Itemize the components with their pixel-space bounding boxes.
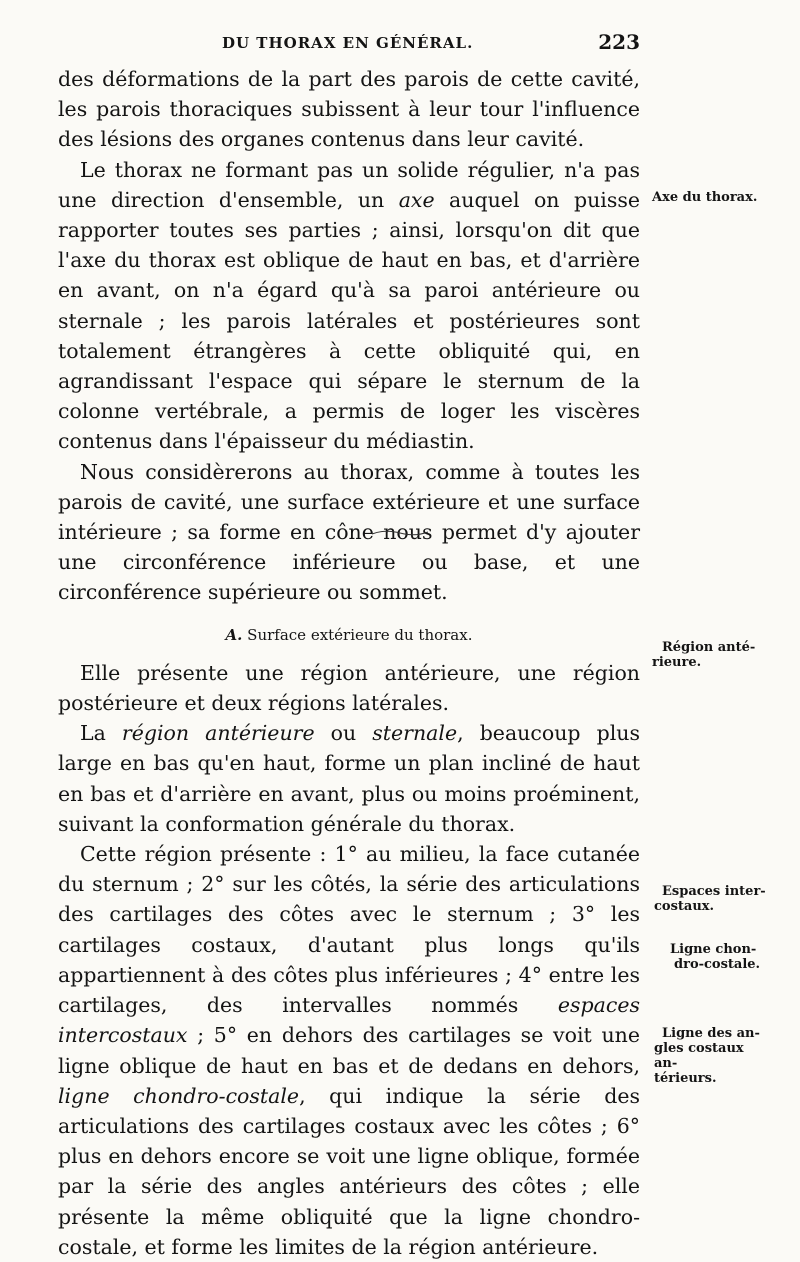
margin-line: térieurs. (654, 1071, 717, 1086)
text-run: auquel on puisse rapporter toutes ses parties ; ainsi, lorsqu'on dit que l'axe du thorax est oblique de haut en bas, et d'arrière en avant, on n'a égard qu'à sa paroi antérieure ou sternale ; les parois latérales et postérieures sont totalement étrangères à cette obliquité qui, en agrandissant l'espace qui sépare le sternum de la colonne vertébrale, a permis de loger les viscères contenus dans l'épaisseur du médiastin. (58, 187, 640, 454)
margin-line: costaux. (654, 899, 715, 914)
emphasis-espaces-intercostaux: espaces intercostaux (58, 993, 640, 1048)
margin-note-region-anterieure (652, 640, 767, 670)
paragraph-1: des déformations de la part des parois de cette cavité, les parois thoraciques subissent à leur tour l'influence des lésions des organes contenus dans leur cavité. (58, 67, 640, 152)
text-run: , beaucoup plus large en bas qu'en haut, forme un plan incliné de haut en bas et d'arrière en avant, plus ou moins proéminent, suivant la conformation générale du thorax. (58, 721, 640, 836)
margin-note-espaces-intercostaux (652, 884, 767, 914)
text-run: La (80, 721, 122, 746)
ornament-flourish (370, 528, 430, 538)
page-number: 223 (598, 30, 640, 54)
margin-note-ligne-chondro-costale (652, 942, 767, 972)
text-run: , qui indique la série des articulations des cartilages costaux avec les côtes ; 6° plus en dehors encore se voit une ligne oblique, formée par la série des angles antérieurs des côtes ; elle présente la même obliquité que la ligne chondro-costale, et forme les limites de la région antérieure. (58, 1083, 640, 1259)
margin-line: Ligne chon- (670, 942, 757, 957)
paragraph-4: Elle présente une région antérieure, une région postérieure et deux régions latérales. (58, 660, 640, 716)
subheading-text: Surface extérieure du thorax. (247, 625, 473, 644)
margin-line: Région anté- (662, 640, 756, 655)
paragraph-6 (58, 839, 640, 1262)
body-text (58, 64, 640, 1262)
emphasis-region-anterieure: région antérieure (121, 721, 315, 746)
paragraph-5 (58, 718, 640, 839)
running-head: DU THORAX EN GÉNÉRAL. (222, 34, 474, 52)
text-run: Cette région présente : 1° au milieu, la face cutanée du sternum ; 2° sur les côtés, la série des articulations des cartilages des côtes avec le sternum ; 3° les cartilages costaux, d'autant plus longs qu'ils appartiennent à des côtes plus inférieures ; 4° entre les cartilages, des intervalles nommés (58, 842, 640, 1018)
text-run: ; 5° en dehors des cartilages se voit une ligne oblique de haut en bas et de dedans en dehors, (58, 1023, 640, 1078)
margin-line: dro-costale. (674, 957, 761, 972)
emphasis-axe: axe (398, 187, 435, 212)
section-subheading (58, 616, 640, 650)
page-header (58, 30, 640, 60)
margin-note-axe: Axe du thorax. (652, 190, 758, 205)
text-run: ou (314, 721, 373, 746)
margin-note-angles-costaux (652, 1026, 767, 1086)
paragraph-2 (58, 155, 640, 457)
margin-line: Ligne des an- (662, 1026, 760, 1041)
margin-line: Espaces inter- (662, 884, 766, 899)
paragraph-3: Nous considèrerons au thorax, comme à toutes les parois de cavité, une surface extérieure et une surface intérieure ; sa forme en cône nous permet d'y ajouter une circonférence inférieure ou base, et une circonférence supérieure ou sommet. (58, 459, 640, 605)
subheading-letter: A. (225, 625, 243, 644)
emphasis-sternale: sternale (372, 721, 458, 746)
margin-line: gles costaux an- (654, 1041, 744, 1071)
margin-line: rieure. (652, 655, 702, 670)
emphasis-ligne-chondro-costale: ligne chondro-costale (58, 1083, 300, 1108)
text-run: Le thorax ne formant pas un solide régulier, n'a pas une direction d'ensemble, un (58, 157, 640, 212)
